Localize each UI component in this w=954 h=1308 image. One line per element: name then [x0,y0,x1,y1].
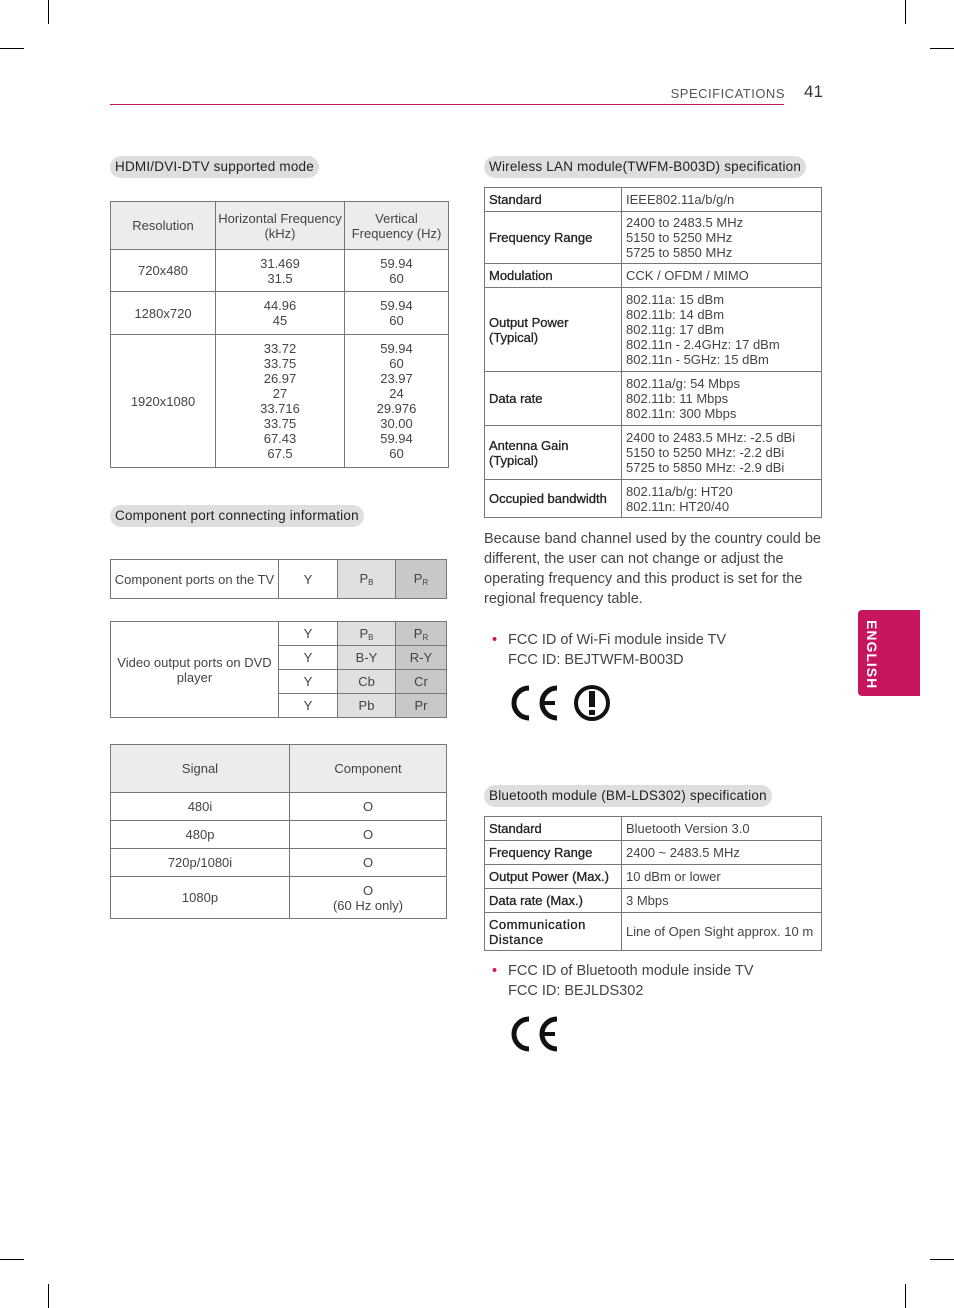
table-row [111,877,447,919]
table-cell: Pb [338,694,396,718]
table-cell: $P_R$ [396,622,447,646]
bluetooth-section-title: Bluetooth module (BM-LDS302) specification [484,785,772,807]
crop-mark [0,1259,24,1260]
table-cell: $P_R$ [396,560,447,599]
table-row [111,292,449,335]
table-cell: O (60 Hz only) [290,877,447,919]
table-row [485,913,822,951]
table-cell: 59.94 60 [345,250,449,292]
table-cell: 31.469 31.5 [216,250,345,292]
table-cell: Y [279,670,338,694]
table-cell: 480i [111,793,290,821]
spec-key: Frequency Range [485,841,622,865]
component-tv-table [110,559,447,599]
spec-value: 2400 ~ 2483.5 MHz [622,841,822,865]
spec-key: Output Power (Typical) [485,288,622,372]
fcc-line: FCC ID of Bluetooth module inside TV [508,963,754,979]
spec-key: Data rate (Max.) [485,889,622,913]
spec-key: Communication Distance [485,913,622,951]
table-cell: $P_B$ [338,622,396,646]
table-cell: 44.96 45 [216,292,345,335]
bluetooth-fcc-note [492,961,754,1001]
table-cell: 59.94 60 [345,292,449,335]
table-header: Resolution [111,202,216,250]
spec-value: CCK / OFDM / MIMO [622,264,822,288]
fcc-line: FCC ID of Wi-Fi module inside TV [508,632,727,648]
section-title: SPECIFICATIONS [670,86,785,101]
hdmi-table [110,201,449,468]
table-row [111,821,447,849]
spec-value: 802.11a/b/g: HT20 802.11n: HT20/40 [622,480,822,518]
table-cell: 720p/1080i [111,849,290,877]
fcc-id: FCC ID: BEJTWFM-B003D [508,652,684,668]
table-row [111,560,447,599]
bullet-icon: • [492,963,498,979]
spec-key: Modulation [485,264,622,288]
page-number: 41 [804,82,823,101]
wifi-fcc-note [492,630,727,670]
crop-mark [48,1284,49,1308]
crop-mark [48,0,49,24]
table-cell: 1280x720 [111,292,216,335]
table-cell: Component ports on the TV [111,560,279,599]
table-row [485,841,822,865]
fcc-id: FCC ID: BEJLDS302 [508,983,644,999]
wlan-spec-table [484,187,822,518]
bullet-icon: • [492,632,498,648]
language-tab-label: ENGLISH [864,620,880,690]
crop-mark [905,1284,906,1308]
table-header: Signal [111,745,290,793]
table-row [111,335,449,468]
crop-mark [930,1259,954,1260]
table-cell: Y [279,622,338,646]
table-header: Horizontal Frequency (kHz) [216,202,345,250]
component-section-title: Component port connecting information [110,505,364,527]
table-cell: 59.94 60 23.97 24 29.976 30.00 59.94 60 [345,335,449,468]
hdmi-section-title: HDMI/DVI-DTV supported mode [110,156,319,178]
spec-value: 3 Mbps [622,889,822,913]
spec-value: 2400 to 2483.5 MHz: -2.5 dBi 5150 to 5250 MHz: -2.2 dBi 5725 to 5850 MHz: -2.9 dBi [622,426,822,480]
spec-value: 2400 to 2483.5 MHz 5150 to 5250 MHz 5725 to 5850 MHz [622,212,822,264]
table-cell: B-Y [338,646,396,670]
table-header: Component [290,745,447,793]
table-row [485,480,822,518]
spec-key: Occupied bandwidth [485,480,622,518]
bluetooth-spec-table [484,816,822,951]
header-rule [110,104,784,105]
spec-key: Data rate [485,372,622,426]
spec-key: Standard [485,188,622,212]
table-cell: Y [279,560,338,599]
table-cell: Y [279,694,338,718]
wlan-section-title: Wireless LAN module(TWFM-B003D) specification [484,156,806,178]
table-row [485,817,822,841]
table-cell: Cr [396,670,447,694]
table-cell: Pr [396,694,447,718]
spec-value: IEEE802.11a/b/g/n [622,188,822,212]
table-cell: Cb [338,670,396,694]
table-row [485,212,822,264]
spec-value: 802.11a: 15 dBm 802.11b: 14 dBm 802.11g: 17 dBm 802.11n - 2.4GHz: 17 dBm 802.11n - 5GHz: 15 dBm [622,288,822,372]
table-row [485,865,822,889]
spec-key: Output Power (Max.) [485,865,622,889]
table-cell: 1920x1080 [111,335,216,468]
spec-value: 10 dBm or lower [622,865,822,889]
table-cell: 720x480 [111,250,216,292]
ce-alert-mark-icon [510,682,614,724]
table-cell: 33.72 33.75 26.97 27 33.716 33.75 67.43 67.5 [216,335,345,468]
spec-value: 802.11a/g: 54 Mbps 802.11b: 11 Mbps 802.11n: 300 Mbps [622,372,822,426]
table-header: Vertical Frequency (Hz) [345,202,449,250]
ce-mark-icon [510,1013,570,1055]
table-row [111,622,447,646]
frequency-note: Because band channel used by the country could be different, the user can not change or adjust the operating frequency and this product is set for the regional frequency table. [484,531,821,607]
spec-key: Standard [485,817,622,841]
crop-mark [905,0,906,24]
component-dvd-table [110,621,447,718]
table-row [111,849,447,877]
spec-key: Antenna Gain (Typical) [485,426,622,480]
crop-mark [930,48,954,49]
signal-table [110,744,447,919]
spec-value: Bluetooth Version 3.0 [622,817,822,841]
table-row [485,889,822,913]
table-row [485,264,822,288]
table-cell: O [290,793,447,821]
table-row [485,372,822,426]
table-cell: $P_B$ [338,560,396,599]
table-cell: 480p [111,821,290,849]
language-tab [858,610,920,696]
table-cell: 1080p [111,877,290,919]
table-row [111,250,449,292]
table-cell: O [290,849,447,877]
table-row [485,288,822,372]
crop-mark [0,48,24,49]
spec-key: Frequency Range [485,212,622,264]
table-cell: Video output ports on DVD player [111,622,279,718]
table-row [485,426,822,480]
table-row [485,188,822,212]
table-row [111,793,447,821]
spec-value: Line of Open Sight approx. 10 m [622,913,822,951]
table-cell: Y [279,646,338,670]
table-cell: R-Y [396,646,447,670]
table-cell: O [290,821,447,849]
